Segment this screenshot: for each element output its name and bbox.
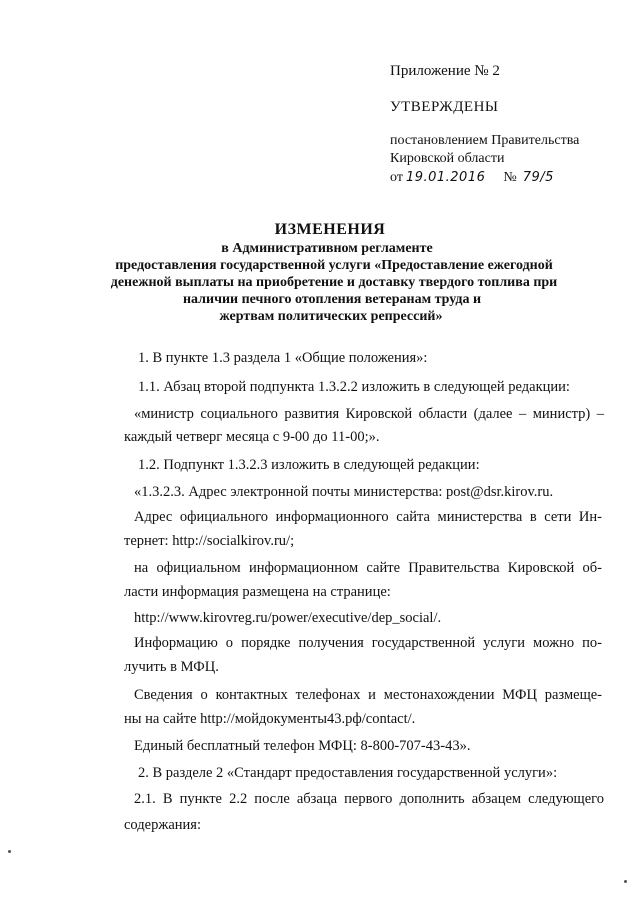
paragraph-continuation: ласти информация размещена на странице: (124, 584, 391, 600)
title-line: наличии печного отопления ветеранам труда и (182, 292, 482, 307)
url-line: http://www.kirovreg.ru/power/executive/dep_social/. (134, 610, 442, 626)
approval-region: Кировской области (390, 151, 505, 166)
paragraph: «1.3.2.3. Адрес электронной почты министерства: post@dsr.kirov.ru. (134, 484, 554, 500)
paragraph: «министр социального развития Кировской области (далее – министр) – (134, 406, 604, 422)
title-line: жертвам политических репрессий» (219, 309, 443, 324)
approval-authority: постановлением Правительства (390, 133, 580, 148)
paragraph: 1. В пункте 1.3 раздела 1 «Общие положения»: (138, 350, 428, 366)
paragraph-continuation: лучить в МФЦ. (124, 659, 219, 675)
paragraph: 2.1. В пункте 2.2 после абзаца первого дополнить абзацем следующего (134, 791, 604, 807)
title-line: в Административном регламенте (221, 241, 433, 256)
title-line: денежной выплаты на приобретение и доставку твердого топлива при (110, 275, 558, 290)
handwritten-number: 79/5 (522, 170, 554, 185)
paragraph: Единый бесплатный телефон МФЦ: 8-800-707-43-43». (134, 738, 471, 754)
approval-dateline (390, 169, 554, 187)
scan-speck (624, 880, 627, 883)
paragraph: Сведения о контактных телефонах и местонахождении МФЦ размеще- (134, 687, 602, 703)
paragraph-continuation: каждый четверг месяца с 9-00 до 11-00;». (124, 429, 380, 445)
title-line: предоставления государственной услуги «Предоставление ежегодной (115, 258, 553, 273)
approved-label: УТВЕРЖДЕНЫ (390, 99, 499, 115)
document-title (0, 220, 640, 325)
paragraph: 1.1. Абзац второй подпункта 1.3.2.2 изложить в следующей редакции: (138, 379, 570, 395)
paragraph-continuation: тернет: http://socialkirov.ru/; (124, 533, 295, 549)
paragraph: на официальном информационном сайте Правительства Кировской об- (134, 560, 602, 576)
paragraph: 1.2. Подпункт 1.3.2.3 изложить в следующей редакции: (138, 457, 480, 473)
handwritten-date: 19.01.2016 (405, 170, 486, 185)
title-main: ИЗМЕНЕНИЯ (274, 221, 386, 238)
paragraph: 2. В разделе 2 «Стандарт предоставления государственной услуги»: (138, 765, 558, 781)
paragraph: Адрес официального информационного сайта министерства в сети Ин- (134, 509, 602, 525)
scan-speck (8, 850, 11, 853)
paragraph: Информацию о порядке получения государственной услуги можно по- (134, 635, 602, 651)
number-sign: № (503, 170, 517, 185)
appendix-label: Приложение № 2 (390, 63, 500, 79)
paragraph-continuation: ны на сайте http://мойдокументы43.рф/contact/. (124, 711, 416, 727)
paragraph-continuation: содержания: (124, 817, 202, 833)
date-prefix: от (390, 170, 403, 185)
